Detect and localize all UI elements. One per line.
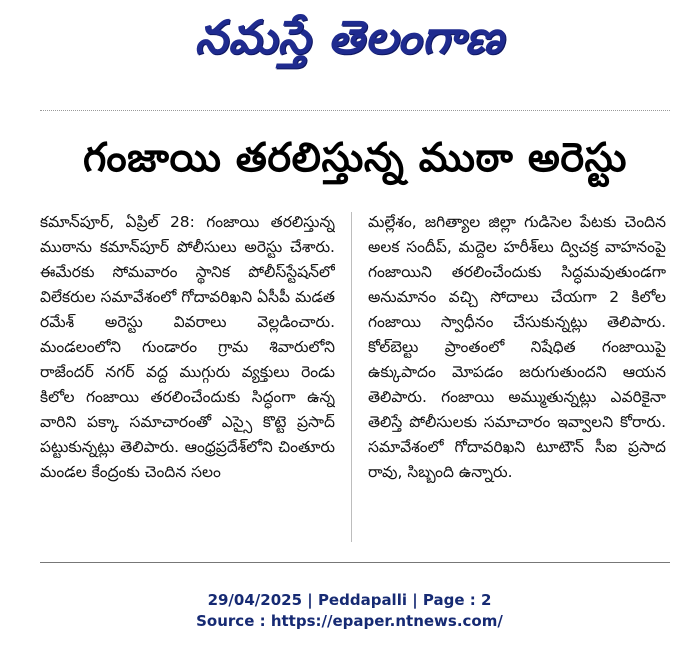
article-column-left: కమాన్‌పూర్, ఏప్రిల్ 28: గంజాయి తరలిస్తున్న ముఠాను కమాన్‌పూర్ పోలీసులు అరెస్టు చేశారు. ఈమేరకు సోమవారం స్థానిక పోలీస్‌స్టేషన్‌లో విలేకరుల సమావేశంలో గోదావరిఖని ఏసీపీ మడత రమేశ్ అరెస్టు వివరాలు వెల్లడించారు. మండలంలోని గుండారం గ్రామ శివారులోని రాజేందర్ నగర్ వద్ద ముగ్గురు వ్యక్తులు రెండు కిలోల గంజాయి తరలించేందుకు సిద్ధంగా ఉన్న వారిని పక్కా సమాచారంతో ఎస్సై కొట్టె ప్రసాద్ పట్టుకున్నట్లు తెలిపారు. ఆంధ్రప్రదేశ్‌లోని చింతూరు మండల కేంద్రంకు చెందిన సలం bbox=[40, 213, 335, 481]
newspaper-masthead bbox=[0, 6, 699, 72]
bottom-divider bbox=[40, 562, 670, 563]
masthead-title: నమస్తే తెలంగాణ bbox=[194, 10, 505, 64]
headline-text: గంజాయి తరలిస్తున్న ముఠా అరెస్టు bbox=[83, 135, 627, 181]
article-column-right: మల్లేశం, జగిత్యాల జిల్లా గుడిసెల పేటకు చెందిన అలక సందీప్, మద్దెల హరీశ్‌లు ద్విచక్ర వాహనంపై గంజాయిని తరలించేందుకు సిద్ధమవుతుండగా అనుమానం వచ్చి సోదాలు చేయగా 2 కిలోల గంజాయి స్వాధీనం చేసుకున్నట్లు తెలిపారు. కోల్‌బెల్టు ప్రాంతంలో నిషేధిత గంజాయిపై ఉక్కుపాదం మోపడం జరుగుతుందని ఆయన తెలిపారు. గంజాయి అమ్ముతున్నట్లు ఎవరికైనా తెలిస్తే పోలీసులకు సమాచారం ఇవ్వాలని కోరారు. సమావేశంలో గోదావరిఖని టూటౌన్ సీఐ ప్రసాద రావు, సిబ్బంది ఉన్నారు. bbox=[368, 213, 666, 481]
source-link[interactable]: Source : https://epaper.ntnews.com/ bbox=[196, 612, 503, 630]
top-divider bbox=[40, 110, 670, 111]
column-divider bbox=[351, 212, 352, 542]
edition-info: 29/04/2025 | Peddapalli | Page : 2 bbox=[207, 591, 492, 609]
article-headline bbox=[40, 122, 670, 194]
